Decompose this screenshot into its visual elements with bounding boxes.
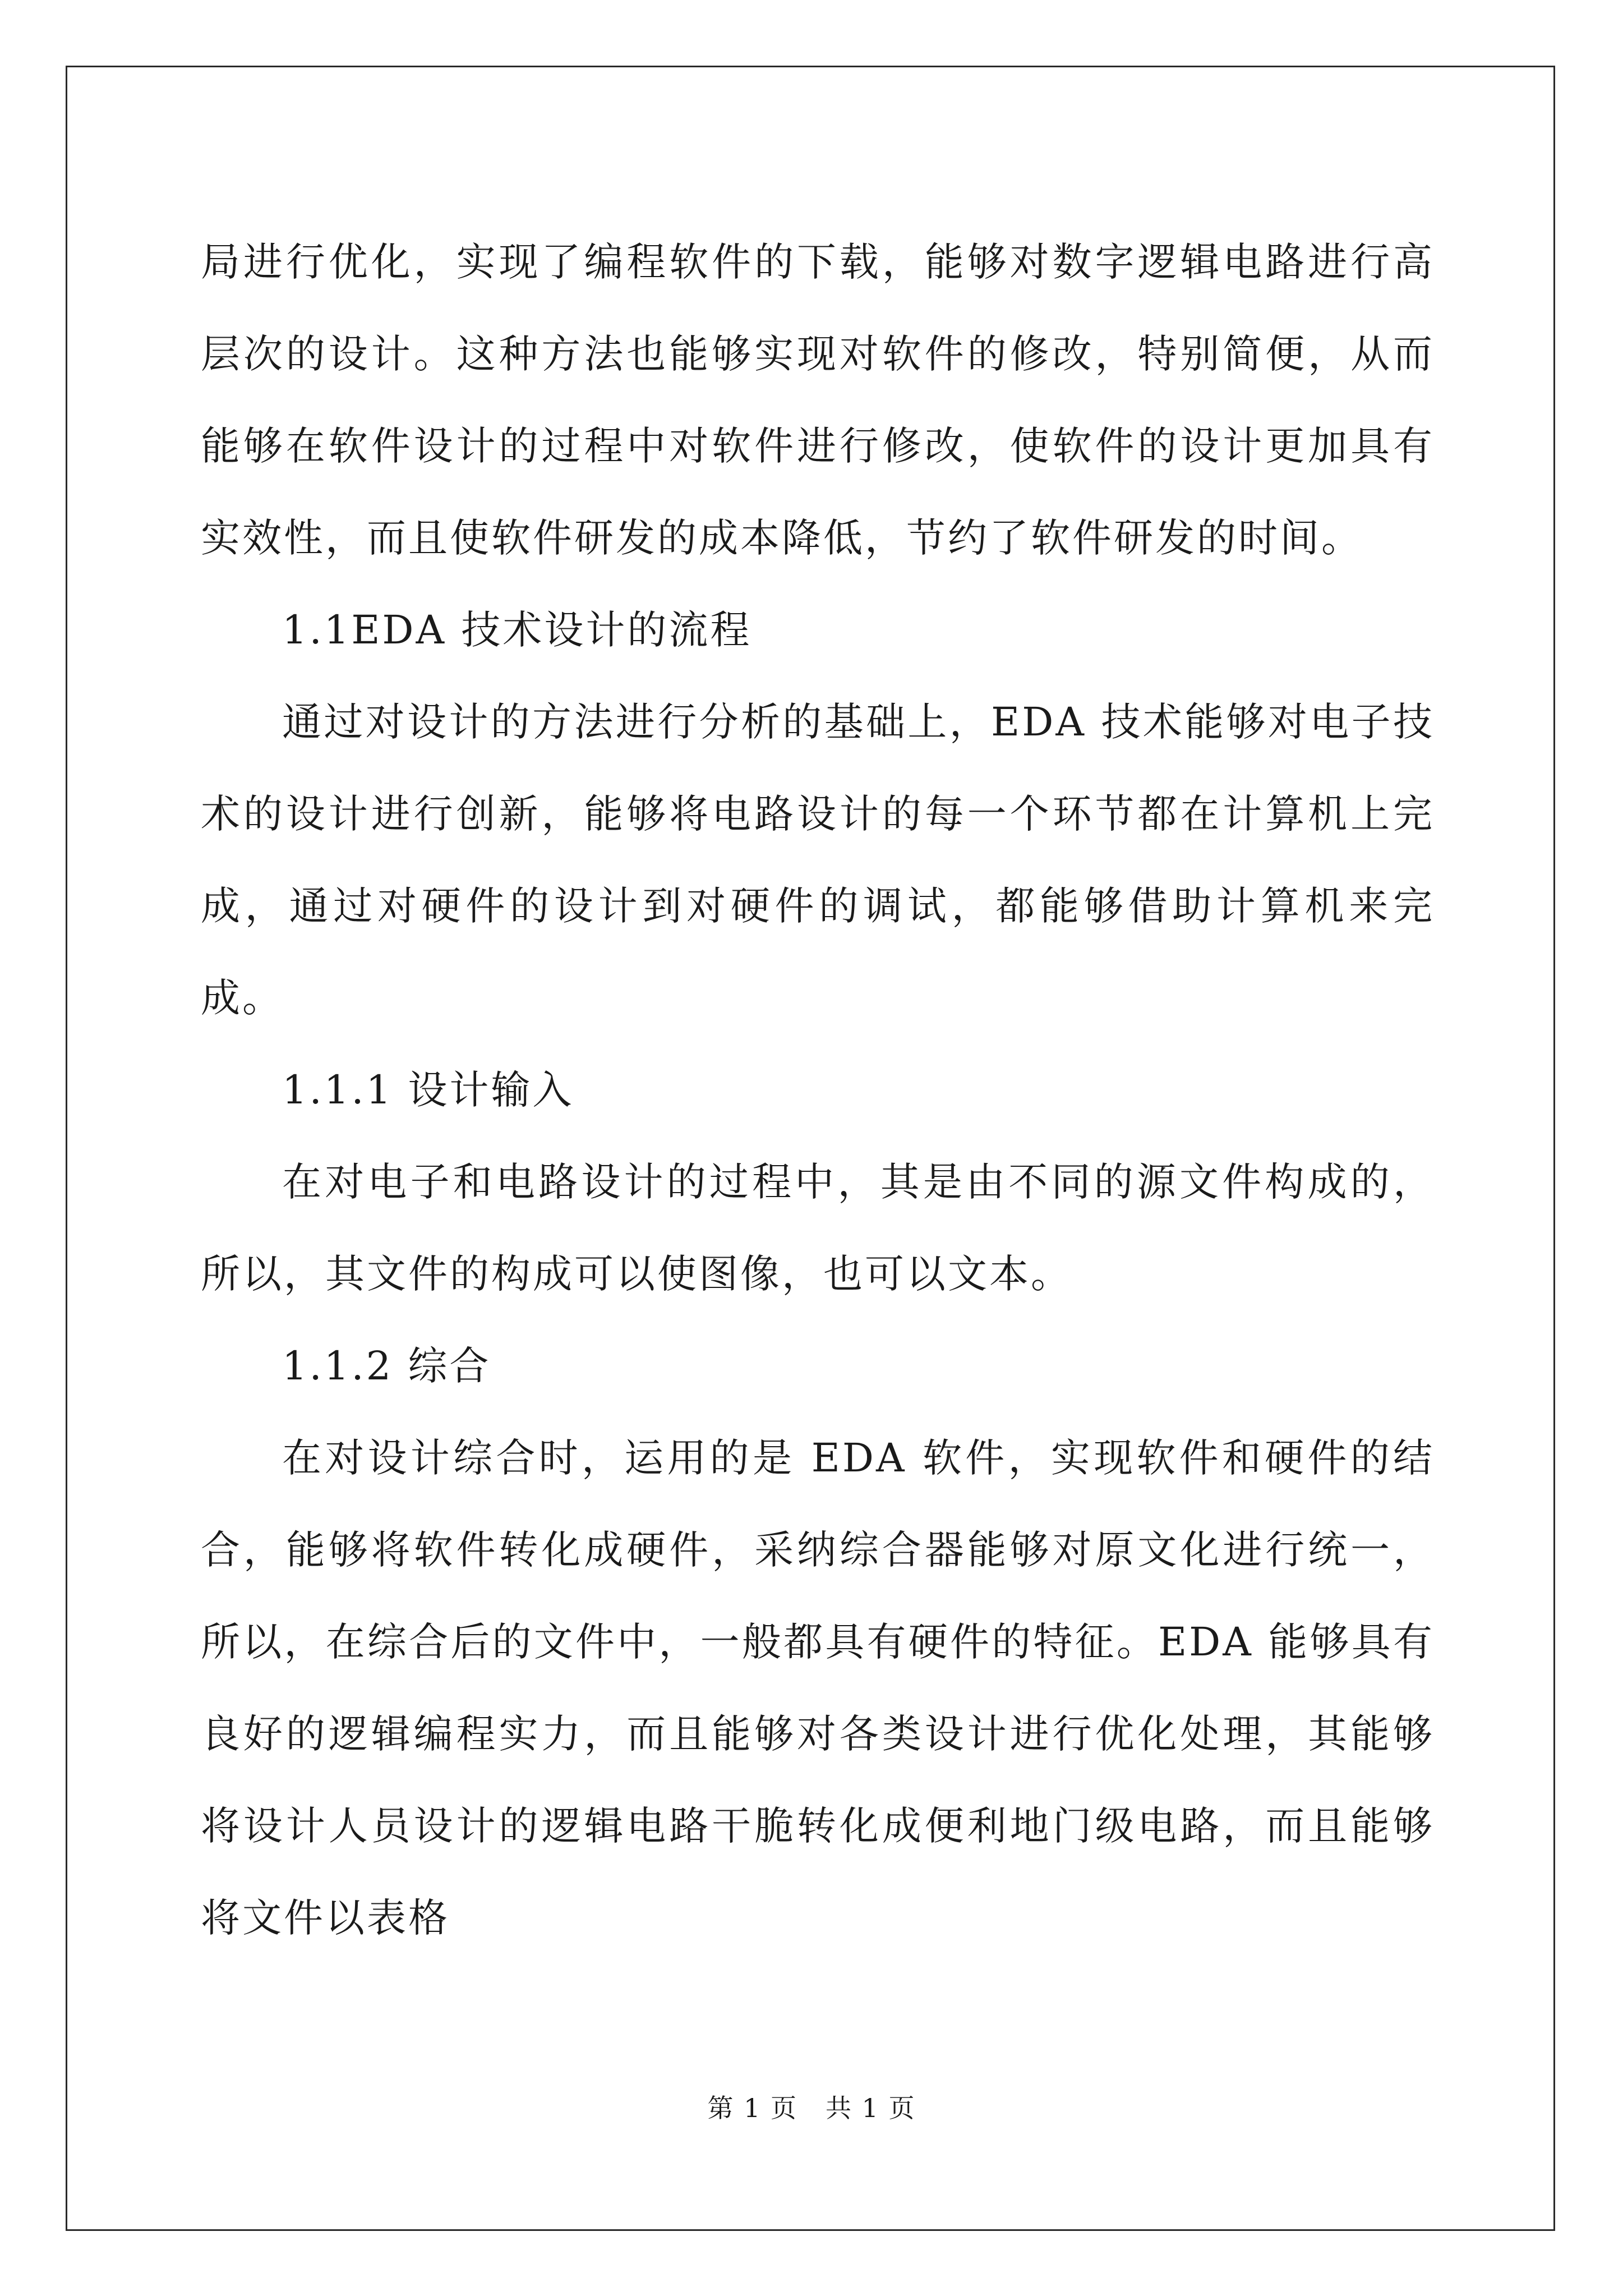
paragraph-2: 通过对设计的方法进行分析的基础上，EDA 技术能够对电子技术的设计进行创新，能够将电路设计的每一个环节都在计算机上完成，通过对硬件的设计到对硬件的调试，都能够借助计算机来完成。: [201, 699, 1435, 1021]
section-heading-1-1: 1.1EDA 技术设计的流程: [282, 607, 752, 653]
page-number-current: 第 1 页: [707, 2093, 797, 2123]
paragraph-4: 在对设计综合时，运用的是 EDA 软件，实现软件和硬件的结合，能够将软件转化成硬件，采纳综合器能够对原文化进行统一，所以，在综合后的文件中，一般都具有硬件的特征。EDA 能够具有良好的逻辑编程实力，而且能够对各类设计进行优化处理，其能够将设计人员设计的逻辑电路干脆转化成便利地门级电路，而且能够将文件以表格: [201, 1435, 1435, 1941]
document-body: [201, 216, 1435, 1964]
section-heading-1-1-1: 1.1.1 设计输入: [282, 1067, 574, 1113]
paragraph-1: 局进行优化，实现了编程软件的下载，能够对数字逻辑电路进行高层次的设计。这种方法也能够实现对软件的修改，特别简便，从而能够在软件设计的过程中对软件进行修改，使软件的设计更加具有实效性，而且使软件研发的成本降低，节约了软件研发的时间。: [201, 239, 1435, 561]
section-heading-1-1-2: 1.1.2 综合: [282, 1343, 491, 1389]
page-footer: [0, 2091, 1623, 2125]
paragraph-3: 在对电子和电路设计的过程中，其是由不同的源文件构成的，所以，其文件的构成可以使图像，也可以文本。: [201, 1159, 1435, 1297]
page-number-total: 共 1 页: [826, 2093, 916, 2123]
